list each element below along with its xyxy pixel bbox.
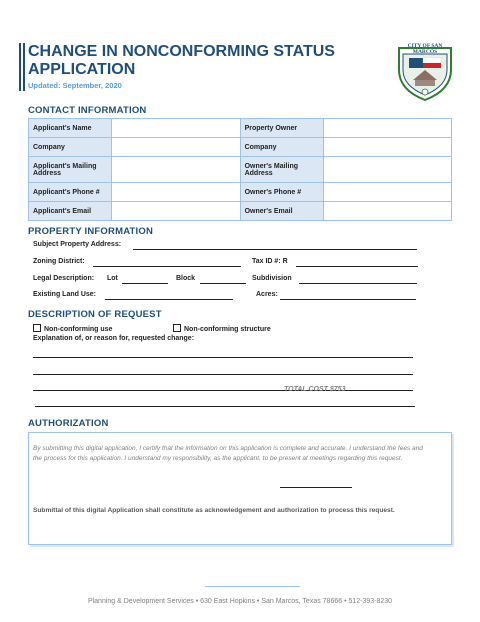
table-row <box>29 202 452 221</box>
explanation-line[interactable] <box>33 374 413 375</box>
page-title: CHANGE IN NONCONFORMING STATUS APPLICATION <box>28 43 335 78</box>
owner-email-label: Owner's Email <box>240 202 323 221</box>
header-bar-inner <box>23 43 25 91</box>
applicant-phone-field[interactable] <box>112 183 240 202</box>
property-heading: PROPERTY INFORMATION <box>28 226 154 237</box>
checkbox-icon[interactable] <box>33 324 41 332</box>
explanation-line[interactable] <box>35 406 415 407</box>
footer-address: Planning & Development Services • 630 East Hopkins • San Marcos, Texas 78666 • 512-393-8230 <box>87 598 393 605</box>
block-field[interactable] <box>200 283 246 284</box>
property-owner-field[interactable] <box>323 119 451 138</box>
signature-field[interactable] <box>280 487 352 488</box>
table-row <box>29 119 452 138</box>
applicant-company-label: Company <box>29 138 112 157</box>
subdivision-field[interactable] <box>299 283 417 284</box>
explanation-label: Explanation of, or reason for, requested change: <box>33 335 195 342</box>
applicant-address-label: Applicant's Mailing Address <box>29 157 112 183</box>
existing-land-use-label: Existing Land Use: <box>33 291 97 298</box>
zoning-district-label: Zoning District: <box>33 258 85 265</box>
city-seal-logo <box>395 40 455 102</box>
block-label: Block <box>176 275 196 282</box>
contact-heading: CONTACT INFORMATION <box>28 105 147 116</box>
footer-divider <box>205 586 300 587</box>
total-cost: TOTAL COST $753 <box>284 386 346 393</box>
tax-id-field[interactable] <box>296 266 418 267</box>
owner-address-field[interactable] <box>323 157 451 183</box>
table-row <box>29 138 452 157</box>
nonconforming-structure-option[interactable] <box>173 324 271 333</box>
subject-address-label: Subject Property Address: <box>33 241 122 248</box>
header-bar <box>19 43 21 91</box>
subject-address-field[interactable] <box>133 249 417 250</box>
owner-phone-field[interactable] <box>323 183 451 202</box>
checkbox-icon[interactable] <box>173 324 181 332</box>
updated-date: Updated: September, 2020 <box>28 81 122 90</box>
applicant-company-field[interactable] <box>112 138 240 157</box>
applicant-name-label: Applicant's Name <box>29 119 112 138</box>
explanation-line[interactable] <box>33 390 413 391</box>
owner-company-label: Company <box>240 138 323 157</box>
acres-label: Acres: <box>256 291 278 298</box>
applicant-phone-label: Applicant's Phone # <box>29 183 112 202</box>
lot-label: Lot <box>107 275 118 282</box>
authorization-heading: AUTHORIZATION <box>28 418 109 429</box>
explanation-line[interactable] <box>33 357 413 358</box>
table-row <box>29 157 452 183</box>
subdivision-label: Subdivision <box>252 275 292 282</box>
tax-id-label: Tax ID #: R <box>252 258 288 265</box>
owner-email-field[interactable] <box>323 202 451 221</box>
nonconforming-use-label: Non-conforming use <box>44 326 113 333</box>
table-row <box>29 183 452 202</box>
applicant-email-label: Applicant's Email <box>29 202 112 221</box>
contact-table <box>28 118 452 221</box>
legal-description-label: Legal Description: <box>33 275 95 282</box>
owner-phone-label: Owner's Phone # <box>240 183 323 202</box>
submittal-statement: Submittal of this digital Application shall constitute as acknowledgement and authorization to process this request. <box>33 507 395 514</box>
acres-field[interactable] <box>280 299 416 300</box>
applicant-name-field[interactable] <box>112 119 240 138</box>
owner-company-field[interactable] <box>323 138 451 157</box>
request-heading: DESCRIPTION OF REQUEST <box>28 309 162 320</box>
nonconforming-use-option[interactable] <box>33 324 112 333</box>
lot-field[interactable] <box>122 283 168 284</box>
applicant-address-field[interactable] <box>112 157 240 183</box>
applicant-email-field[interactable] <box>112 202 240 221</box>
owner-address-label: Owner's Mailing Address <box>240 157 323 183</box>
existing-land-use-field[interactable] <box>105 299 233 300</box>
nonconforming-structure-label: Non-conforming structure <box>184 326 271 333</box>
logo-text: CITY OF SAN MARCOS <box>407 43 443 55</box>
property-owner-label: Property Owner <box>240 119 323 138</box>
authorization-statement: By submitting this digital application, I certify that the information on this application is complete and accurate. I understand the fees and the process for this application. I understand my responsibility, as the applicant, to be present at meetings regarding this request. <box>33 445 423 462</box>
zoning-district-field[interactable] <box>93 266 241 267</box>
